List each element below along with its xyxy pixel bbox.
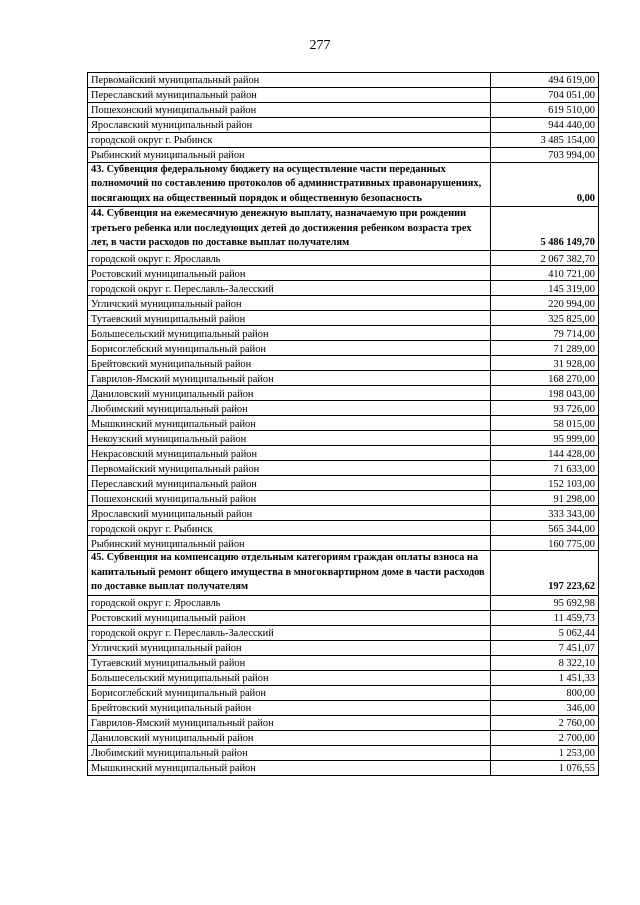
recipient-name-cell: Даниловский муниципальный район xyxy=(88,730,491,745)
table-row xyxy=(88,625,599,640)
recipient-name-cell: городской округ г. Ярославль xyxy=(88,595,491,610)
table-row xyxy=(88,133,599,148)
amount-cell: 325 825,00 xyxy=(491,311,599,326)
table-row xyxy=(88,356,599,371)
amount-cell: 410 721,00 xyxy=(491,266,599,281)
amount-cell: 800,00 xyxy=(491,685,599,700)
table-row xyxy=(88,431,599,446)
amount-cell: 79 714,00 xyxy=(491,326,599,341)
recipient-name-cell: Первомайский муниципальный район xyxy=(88,461,491,476)
table-row xyxy=(88,386,599,401)
table-row xyxy=(88,73,599,88)
recipient-name-cell: Ярославский муниципальный район xyxy=(88,118,491,133)
amount-cell: 91 298,00 xyxy=(491,491,599,506)
table-row xyxy=(88,371,599,386)
recipient-name-cell: 43. Субвенция федеральному бюджету на осуществление части переданных полномочий по составлению протоколов об административных правонарушениях, посягающих на общественный порядок и общественную безопасность xyxy=(88,163,491,207)
recipient-name-cell: Первомайский муниципальный район xyxy=(88,73,491,88)
amount-cell: 565 344,00 xyxy=(491,521,599,536)
amount-cell: 71 633,00 xyxy=(491,461,599,476)
section-header-row xyxy=(88,207,599,251)
recipient-name-cell: Переславский муниципальный район xyxy=(88,88,491,103)
amount-cell: 1 253,00 xyxy=(491,745,599,760)
recipient-name-cell: Борисоглебский муниципальный район xyxy=(88,685,491,700)
table-row xyxy=(88,700,599,715)
amount-cell: 5 062,44 xyxy=(491,625,599,640)
recipient-name-cell: Ярославский муниципальный район xyxy=(88,506,491,521)
table-row xyxy=(88,148,599,163)
recipient-name-cell: Некоузский муниципальный район xyxy=(88,431,491,446)
amount-cell: 220 994,00 xyxy=(491,296,599,311)
table-row xyxy=(88,595,599,610)
table-row xyxy=(88,745,599,760)
table-row xyxy=(88,640,599,655)
table-row xyxy=(88,251,599,266)
recipient-name-cell: городской округ г. Переславль-Залесский xyxy=(88,281,491,296)
recipient-name-cell: Угличский муниципальный район xyxy=(88,640,491,655)
recipient-name-cell: городской округ г. Переславль-Залесский xyxy=(88,625,491,640)
amount-cell: 333 343,00 xyxy=(491,506,599,521)
table-row xyxy=(88,103,599,118)
table-row xyxy=(88,655,599,670)
recipient-name-cell: Мышкинский муниципальный район xyxy=(88,416,491,431)
recipient-name-cell: Даниловский муниципальный район xyxy=(88,386,491,401)
amount-cell: 31 928,00 xyxy=(491,356,599,371)
recipient-name-cell: городской округ г. Рыбинск xyxy=(88,521,491,536)
amount-cell: 8 322,10 xyxy=(491,655,599,670)
table-row xyxy=(88,296,599,311)
amount-cell: 3 485 154,00 xyxy=(491,133,599,148)
amount-cell: 5 486 149,70 xyxy=(491,207,599,251)
table-row xyxy=(88,670,599,685)
recipient-name-cell: Гаврилов-Ямский муниципальный район xyxy=(88,715,491,730)
recipient-name-cell: Рыбинский муниципальный район xyxy=(88,536,491,551)
table-row xyxy=(88,341,599,356)
budget-table xyxy=(87,72,599,776)
table-row xyxy=(88,401,599,416)
recipient-name-cell: городской округ г. Ярославль xyxy=(88,251,491,266)
amount-cell: 95 999,00 xyxy=(491,431,599,446)
recipient-name-cell: Ростовский муниципальный район xyxy=(88,610,491,625)
amount-cell: 95 692,98 xyxy=(491,595,599,610)
recipient-name-cell: Пошехонский муниципальный район xyxy=(88,491,491,506)
amount-cell: 1 076,55 xyxy=(491,760,599,775)
section-header-row xyxy=(88,163,599,207)
recipient-name-cell: городской округ г. Рыбинск xyxy=(88,133,491,148)
recipient-name-cell: Тутаевский муниципальный район xyxy=(88,655,491,670)
amount-cell: 7 451,07 xyxy=(491,640,599,655)
table-row xyxy=(88,326,599,341)
table-row xyxy=(88,461,599,476)
table-row xyxy=(88,311,599,326)
amount-cell: 1 451,33 xyxy=(491,670,599,685)
table-row xyxy=(88,521,599,536)
table-row xyxy=(88,536,599,551)
table-row xyxy=(88,416,599,431)
recipient-name-cell: Гаврилов-Ямский муниципальный район xyxy=(88,371,491,386)
table-row xyxy=(88,281,599,296)
recipient-name-cell: Брейтовский муниципальный район xyxy=(88,700,491,715)
recipient-name-cell: Угличский муниципальный район xyxy=(88,296,491,311)
amount-cell: 703 994,00 xyxy=(491,148,599,163)
amount-cell: 58 015,00 xyxy=(491,416,599,431)
amount-cell: 944 440,00 xyxy=(491,118,599,133)
amount-cell: 197 223,62 xyxy=(491,551,599,595)
amount-cell: 160 775,00 xyxy=(491,536,599,551)
budget-table-body xyxy=(88,73,599,776)
table-row xyxy=(88,610,599,625)
recipient-name-cell: Мышкинский муниципальный район xyxy=(88,760,491,775)
amount-cell: 93 726,00 xyxy=(491,401,599,416)
recipient-name-cell: 44. Субвенция на ежемесячную денежную выплату, назначаемую при рождении третьего ребенка или последующих детей до достижения ребенком возраста трех лет, в части расходов по доставке выплат получателям xyxy=(88,207,491,251)
amount-cell: 0,00 xyxy=(491,163,599,207)
amount-cell: 346,00 xyxy=(491,700,599,715)
amount-cell: 11 459,73 xyxy=(491,610,599,625)
amount-cell: 704 051,00 xyxy=(491,88,599,103)
recipient-name-cell: Борисоглебский муниципальный район xyxy=(88,341,491,356)
table-row xyxy=(88,491,599,506)
amount-cell: 144 428,00 xyxy=(491,446,599,461)
table-row xyxy=(88,118,599,133)
page-number: 277 xyxy=(309,38,331,53)
recipient-name-cell: Большесельский муниципальный район xyxy=(88,326,491,341)
recipient-name-cell: Некрасовский муниципальный район xyxy=(88,446,491,461)
table-row xyxy=(88,476,599,491)
recipient-name-cell: Большесельский муниципальный район xyxy=(88,670,491,685)
table-row xyxy=(88,446,599,461)
section-header-row xyxy=(88,551,599,595)
recipient-name-cell: Рыбинский муниципальный район xyxy=(88,148,491,163)
table-row xyxy=(88,685,599,700)
recipient-name-cell: Брейтовский муниципальный район xyxy=(88,356,491,371)
recipient-name-cell: Любимский муниципальный район xyxy=(88,401,491,416)
amount-cell: 2 760,00 xyxy=(491,715,599,730)
recipient-name-cell: Тутаевский муниципальный район xyxy=(88,311,491,326)
amount-cell: 619 510,00 xyxy=(491,103,599,118)
table-row xyxy=(88,730,599,745)
amount-cell: 71 289,00 xyxy=(491,341,599,356)
table-row xyxy=(88,266,599,281)
table-row xyxy=(88,715,599,730)
table-row xyxy=(88,760,599,775)
recipient-name-cell: Ростовский муниципальный район xyxy=(88,266,491,281)
amount-cell: 198 043,00 xyxy=(491,386,599,401)
amount-cell: 152 103,00 xyxy=(491,476,599,491)
amount-cell: 2 700,00 xyxy=(491,730,599,745)
table-row xyxy=(88,88,599,103)
amount-cell: 168 270,00 xyxy=(491,371,599,386)
amount-cell: 2 067 382,70 xyxy=(491,251,599,266)
recipient-name-cell: Переславский муниципальный район xyxy=(88,476,491,491)
table-row xyxy=(88,506,599,521)
amount-cell: 494 619,00 xyxy=(491,73,599,88)
recipient-name-cell: Пошехонский муниципальный район xyxy=(88,103,491,118)
amount-cell: 145 319,00 xyxy=(491,281,599,296)
recipient-name-cell: Любимский муниципальный район xyxy=(88,745,491,760)
recipient-name-cell: 45. Субвенция на компенсацию отдельным категориям граждан оплаты взноса на капитальный ремонт общего имущества в многоквартирном доме в части расходов по доставке выплат получателям xyxy=(88,551,491,595)
